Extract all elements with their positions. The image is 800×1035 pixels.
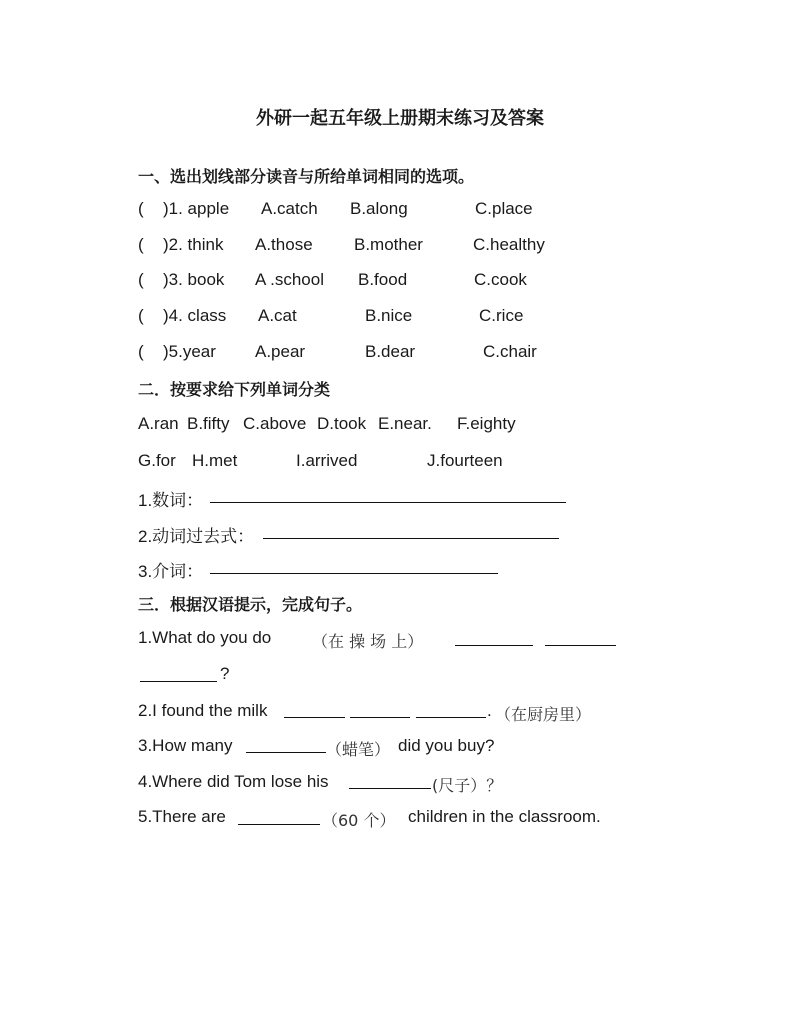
sentence-2: 2.I found the milk [138, 701, 268, 720]
option-c: C.chair [483, 342, 537, 361]
chinese-hint: （蜡笔） [326, 740, 391, 759]
answer-blank[interactable] [416, 717, 486, 718]
section1-heading: 一、选出划线部分读音与所给单词相同的选项。 [138, 167, 475, 186]
option-c: C.healthy [473, 235, 545, 254]
chinese-hint: （在 操 场 上） [312, 632, 424, 651]
answer-blank[interactable] [263, 538, 559, 539]
section3-heading: 三．根据汉语提示，完成句子。 [138, 595, 363, 614]
chinese-hint: （60 个） [322, 811, 396, 830]
category-label: 1.数词： [138, 491, 204, 510]
section2-heading: 二．按要求给下列单词分类 [138, 380, 331, 399]
answer-blank[interactable] [349, 788, 431, 789]
word-item: J.fourteen [427, 451, 503, 470]
answer-blank[interactable] [350, 717, 410, 718]
answer-bracket[interactable]: ( [138, 306, 144, 325]
option-a: A .school [255, 270, 324, 289]
chinese-hint: (尺子）？ [432, 776, 503, 795]
option-a: A.catch [261, 199, 318, 218]
answer-bracket[interactable]: ( [138, 270, 144, 289]
word-item: A.ran [138, 414, 179, 433]
sentence-5-end: children in the classroom. [408, 807, 601, 826]
answer-blank[interactable] [246, 752, 326, 753]
answer-blank[interactable] [140, 681, 217, 682]
word-item: C.above [243, 414, 307, 433]
option-b: B.nice [365, 306, 413, 325]
answer-blank[interactable] [210, 573, 498, 574]
answer-bracket[interactable]: ( [138, 342, 144, 361]
category-label: 3.介词： [138, 562, 204, 581]
answer-blank[interactable] [210, 502, 566, 503]
answer-bracket[interactable]: ( [138, 199, 144, 218]
option-b: B.along [350, 199, 408, 218]
sentence-1: 1.What do you do [138, 628, 272, 647]
word-item: H.met [192, 451, 238, 470]
option-b: B.food [358, 270, 408, 289]
word-item: I.arrived [296, 451, 358, 470]
answer-blank[interactable] [238, 824, 320, 825]
option-c: C.cook [474, 270, 527, 289]
option-a: A.cat [258, 306, 297, 325]
word-item: E.near. [378, 414, 432, 433]
question-word: )5.year [163, 342, 216, 361]
question-word: )3. book [163, 270, 225, 289]
option-b: B.dear [365, 342, 416, 361]
page-title: 外研一起五年级上册期末练习及答案 [256, 108, 544, 129]
question-word: )2. think [163, 235, 224, 254]
option-c: C.rice [479, 306, 524, 325]
word-item: D.took [317, 414, 367, 433]
period: . [487, 701, 492, 720]
question-mark: ? [220, 664, 230, 683]
answer-bracket[interactable]: ( [138, 235, 144, 254]
question-word: )1. apple [163, 199, 230, 218]
category-label: 2.动词过去式： [138, 527, 255, 546]
answer-blank[interactable] [545, 645, 616, 646]
sentence-3: 3.How many [138, 736, 233, 755]
sentence-3-end: did you buy? [398, 736, 495, 755]
word-item: F.eighty [457, 414, 516, 433]
option-a: A.those [255, 235, 313, 254]
sentence-5: 5.There are [138, 807, 226, 826]
question-word: )4. class [163, 306, 227, 325]
option-c: C.place [475, 199, 533, 218]
answer-blank[interactable] [284, 717, 345, 718]
sentence-4: 4.Where did Tom lose his [138, 772, 329, 791]
word-item: B.fifty [187, 414, 230, 433]
option-a: A.pear [255, 342, 306, 361]
chinese-hint: （在厨房里） [495, 705, 592, 724]
option-b: B.mother [354, 235, 423, 254]
answer-blank[interactable] [455, 645, 533, 646]
word-item: G.for [138, 451, 176, 470]
